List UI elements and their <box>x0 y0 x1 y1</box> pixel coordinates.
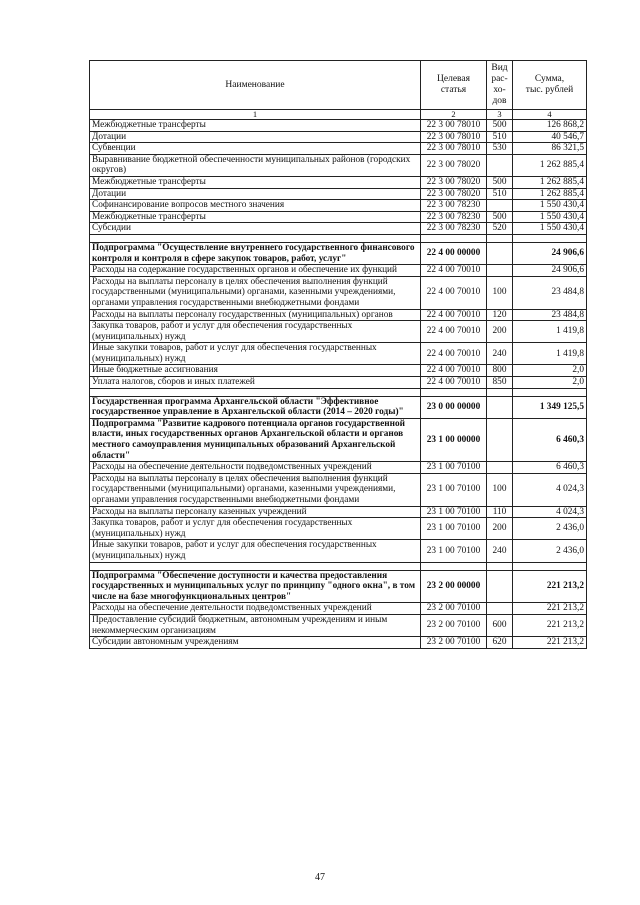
row-name-cell: Межбюджетные трансферты <box>90 176 421 188</box>
row-amount-cell: 23 484,8 <box>513 309 587 321</box>
row-expense-type-cell: 600 <box>487 614 513 636</box>
table-row <box>90 211 587 223</box>
row-target-code-cell: 22 4 00 70010 <box>421 265 487 277</box>
row-amount-cell: 1 262 885,4 <box>513 188 587 200</box>
row-amount-cell: 6 460,3 <box>513 462 587 474</box>
row-expense-type-cell: 120 <box>487 309 513 321</box>
row-target-code-cell: 22 3 00 78010 <box>421 131 487 143</box>
table-row <box>90 506 587 518</box>
row-name-cell: Расходы на обеспечение деятельности подведомственных учреждений <box>90 603 421 615</box>
row-expense-type-cell <box>487 200 513 212</box>
row-name-cell: Софинансирование вопросов местного значения <box>90 200 421 212</box>
row-name-cell: Расходы на выплаты персоналу государственных (муниципальных) органов <box>90 309 421 321</box>
table-row <box>90 265 587 277</box>
row-amount-cell: 6 460,3 <box>513 418 587 461</box>
row-amount-cell: 2 436,0 <box>513 540 587 562</box>
row-target-code-cell: 23 0 00 00000 <box>421 396 487 418</box>
row-name-cell: Закупка товаров, работ и услуг для обеспечения государственных (муниципальных) нужд <box>90 518 421 540</box>
row-expense-type-cell: 800 <box>487 365 513 377</box>
spacer-cell <box>421 562 487 570</box>
table-row <box>90 540 587 562</box>
table-row <box>90 154 587 176</box>
program-row <box>90 418 587 461</box>
row-amount-cell: 24 906,6 <box>513 242 587 264</box>
budget-table-sheet <box>89 60 586 649</box>
row-name-cell: Расходы на выплаты персоналу в целях обеспечения выполнения функций государственными (муниципальными) органами, казенными учреждениями, органами управления государственными внебюджетными фондами <box>90 473 421 506</box>
program-row <box>90 396 587 418</box>
row-name-cell: Иные закупки товаров, работ и услуг для обеспечения государственных (муниципальных) нужд <box>90 343 421 365</box>
row-target-code-cell: 23 2 00 00000 <box>421 570 487 603</box>
table-row <box>90 309 587 321</box>
table-row <box>90 200 587 212</box>
row-expense-type-cell: 500 <box>487 120 513 132</box>
row-expense-type-cell <box>487 242 513 264</box>
row-name-cell: Субсидии <box>90 223 421 235</box>
row-amount-cell: 1 262 885,4 <box>513 176 587 188</box>
spacer-row <box>90 388 587 396</box>
table-row <box>90 603 587 615</box>
row-amount-cell: 2 436,0 <box>513 518 587 540</box>
row-expense-type-cell: 200 <box>487 321 513 343</box>
row-amount-cell: 1 262 885,4 <box>513 154 587 176</box>
row-name-cell: Субвенции <box>90 143 421 155</box>
row-target-code-cell: 22 3 00 78230 <box>421 223 487 235</box>
row-amount-cell: 1 550 430,4 <box>513 223 587 235</box>
row-amount-cell: 1 550 430,4 <box>513 211 587 223</box>
row-expense-type-cell: 240 <box>487 343 513 365</box>
row-target-code-cell: 22 3 00 78020 <box>421 176 487 188</box>
row-target-code-cell: 22 3 00 78230 <box>421 211 487 223</box>
row-target-code-cell: 22 4 00 70010 <box>421 321 487 343</box>
row-expense-type-cell: 110 <box>487 506 513 518</box>
row-name-cell: Предоставление субсидий бюджетным, автономным учреждениям и иным некоммерческим организациям <box>90 614 421 636</box>
spacer-row <box>90 562 587 570</box>
row-target-code-cell: 23 2 00 70100 <box>421 614 487 636</box>
row-expense-type-cell <box>487 462 513 474</box>
row-name-cell: Иные бюджетные ассигнования <box>90 365 421 377</box>
spacer-cell <box>513 234 587 242</box>
row-target-code-cell: 22 3 00 78010 <box>421 120 487 132</box>
table-row <box>90 120 587 132</box>
row-amount-cell: 23 484,8 <box>513 276 587 309</box>
row-name-cell: Подпрограмма "Развитие кадрового потенциала органов государственной власти, иных государственных органов Архангельской области и органов местного самоуправления муниципальных образований Архангельской области" <box>90 418 421 461</box>
row-expense-type-cell: 200 <box>487 518 513 540</box>
row-target-code-cell: 22 4 00 00000 <box>421 242 487 264</box>
row-target-code-cell: 22 3 00 78020 <box>421 188 487 200</box>
row-amount-cell: 86 321,5 <box>513 143 587 155</box>
row-target-code-cell: 23 1 00 70100 <box>421 473 487 506</box>
row-amount-cell: 221 213,2 <box>513 603 587 615</box>
row-name-cell: Дотации <box>90 131 421 143</box>
row-name-cell: Субсидии автономным учреждениям <box>90 637 421 649</box>
column-number-row <box>90 110 587 120</box>
table-row <box>90 365 587 377</box>
row-amount-cell: 24 906,6 <box>513 265 587 277</box>
table-row <box>90 321 587 343</box>
table-row <box>90 614 587 636</box>
program-row <box>90 242 587 264</box>
header-row <box>90 61 587 110</box>
header-target-article: Целевая статья <box>421 61 487 110</box>
row-name-cell: Дотации <box>90 188 421 200</box>
table-row <box>90 223 587 235</box>
row-expense-type-cell: 520 <box>487 223 513 235</box>
row-amount-cell: 4 024,3 <box>513 473 587 506</box>
row-target-code-cell: 22 4 00 70010 <box>421 276 487 309</box>
program-row <box>90 570 587 603</box>
spacer-cell <box>421 234 487 242</box>
header-name: Наименование <box>90 61 421 110</box>
table-row <box>90 462 587 474</box>
table-row <box>90 637 587 649</box>
header-expense-type: Вид рас- хо- дов <box>487 61 513 110</box>
row-expense-type-cell <box>487 418 513 461</box>
row-name-cell: Подпрограмма "Обеспечение доступности и качества предоставления государственных и муниципальных услуг по принципу "одного окна", в том числе на базе многофункциональных центров" <box>90 570 421 603</box>
row-expense-type-cell <box>487 265 513 277</box>
row-target-code-cell: 23 1 00 70100 <box>421 518 487 540</box>
row-amount-cell: 1 419,8 <box>513 343 587 365</box>
row-target-code-cell: 22 3 00 78230 <box>421 200 487 212</box>
table-row <box>90 473 587 506</box>
row-amount-cell: 1 349 125,5 <box>513 396 587 418</box>
row-amount-cell: 2,0 <box>513 377 587 389</box>
spacer-cell <box>90 234 421 242</box>
row-name-cell: Государственная программа Архангельской области "Эффективное государственное управление в Архангельской области (2014 – 2020 годы)" <box>90 396 421 418</box>
spacer-cell <box>513 562 587 570</box>
table-row <box>90 131 587 143</box>
column-number: 3 <box>487 110 513 120</box>
spacer-row <box>90 234 587 242</box>
row-expense-type-cell <box>487 603 513 615</box>
row-name-cell: Расходы на содержание государственных органов и обеспечение их функций <box>90 265 421 277</box>
spacer-cell <box>90 562 421 570</box>
row-amount-cell: 221 213,2 <box>513 614 587 636</box>
row-expense-type-cell: 510 <box>487 188 513 200</box>
column-number: 4 <box>513 110 587 120</box>
row-amount-cell: 1 419,8 <box>513 321 587 343</box>
table-row <box>90 276 587 309</box>
row-target-code-cell: 23 1 00 70100 <box>421 462 487 474</box>
row-expense-type-cell: 510 <box>487 131 513 143</box>
row-target-code-cell: 22 4 00 70010 <box>421 377 487 389</box>
row-target-code-cell: 23 1 00 00000 <box>421 418 487 461</box>
table-row <box>90 518 587 540</box>
spacer-cell <box>487 388 513 396</box>
spacer-cell <box>487 234 513 242</box>
row-expense-type-cell: 500 <box>487 176 513 188</box>
row-name-cell: Расходы на обеспечение деятельности подведомственных учреждений <box>90 462 421 474</box>
row-expense-type-cell: 240 <box>487 540 513 562</box>
row-expense-type-cell <box>487 154 513 176</box>
row-expense-type-cell: 530 <box>487 143 513 155</box>
table-row <box>90 377 587 389</box>
row-expense-type-cell: 100 <box>487 276 513 309</box>
row-target-code-cell: 23 2 00 70100 <box>421 637 487 649</box>
row-target-code-cell: 22 3 00 78010 <box>421 143 487 155</box>
row-amount-cell: 4 024,3 <box>513 506 587 518</box>
row-name-cell: Уплата налогов, сборов и иных платежей <box>90 377 421 389</box>
row-amount-cell: 126 868,2 <box>513 120 587 132</box>
row-target-code-cell: 22 4 00 70010 <box>421 343 487 365</box>
header-amount: Сумма, тыс. рублей <box>513 61 587 110</box>
row-name-cell: Закупка товаров, работ и услуг для обеспечения государственных (муниципальных) нужд <box>90 321 421 343</box>
row-expense-type-cell: 620 <box>487 637 513 649</box>
row-amount-cell: 221 213,2 <box>513 570 587 603</box>
row-expense-type-cell: 500 <box>487 211 513 223</box>
table-body <box>90 120 587 649</box>
row-name-cell: Межбюджетные трансферты <box>90 211 421 223</box>
row-name-cell: Межбюджетные трансферты <box>90 120 421 132</box>
spacer-cell <box>513 388 587 396</box>
table-row <box>90 188 587 200</box>
spacer-cell <box>90 388 421 396</box>
row-target-code-cell: 23 1 00 70100 <box>421 540 487 562</box>
table-row <box>90 343 587 365</box>
row-expense-type-cell <box>487 570 513 603</box>
row-expense-type-cell <box>487 396 513 418</box>
row-amount-cell: 40 546,7 <box>513 131 587 143</box>
row-target-code-cell: 22 3 00 78020 <box>421 154 487 176</box>
row-amount-cell: 1 550 430,4 <box>513 200 587 212</box>
row-target-code-cell: 22 4 00 70010 <box>421 309 487 321</box>
row-name-cell: Расходы на выплаты персоналу казенных учреждений <box>90 506 421 518</box>
budget-table <box>89 60 587 649</box>
row-expense-type-cell: 850 <box>487 377 513 389</box>
row-name-cell: Иные закупки товаров, работ и услуг для обеспечения государственных (муниципальных) нужд <box>90 540 421 562</box>
page-number: 47 <box>315 872 325 883</box>
row-name-cell: Выравнивание бюджетной обеспеченности муниципальных районов (городских округов) <box>90 154 421 176</box>
spacer-cell <box>421 388 487 396</box>
row-target-code-cell: 22 4 00 70010 <box>421 365 487 377</box>
table-row <box>90 176 587 188</box>
spacer-cell <box>487 562 513 570</box>
row-amount-cell: 221 213,2 <box>513 637 587 649</box>
column-number: 1 <box>90 110 421 120</box>
row-name-cell: Расходы на выплаты персоналу в целях обеспечения выполнения функций государственными (муниципальными) органами, казенными учреждениями, органами управления государственными внебюджетными фондами <box>90 276 421 309</box>
row-expense-type-cell: 100 <box>487 473 513 506</box>
row-target-code-cell: 23 1 00 70100 <box>421 506 487 518</box>
row-amount-cell: 2,0 <box>513 365 587 377</box>
row-target-code-cell: 23 2 00 70100 <box>421 603 487 615</box>
table-row <box>90 143 587 155</box>
row-name-cell: Подпрограмма "Осуществление внутреннего государственного финансового контроля и контроля в сфере закупок товаров, работ, услуг" <box>90 242 421 264</box>
column-number: 2 <box>421 110 487 120</box>
